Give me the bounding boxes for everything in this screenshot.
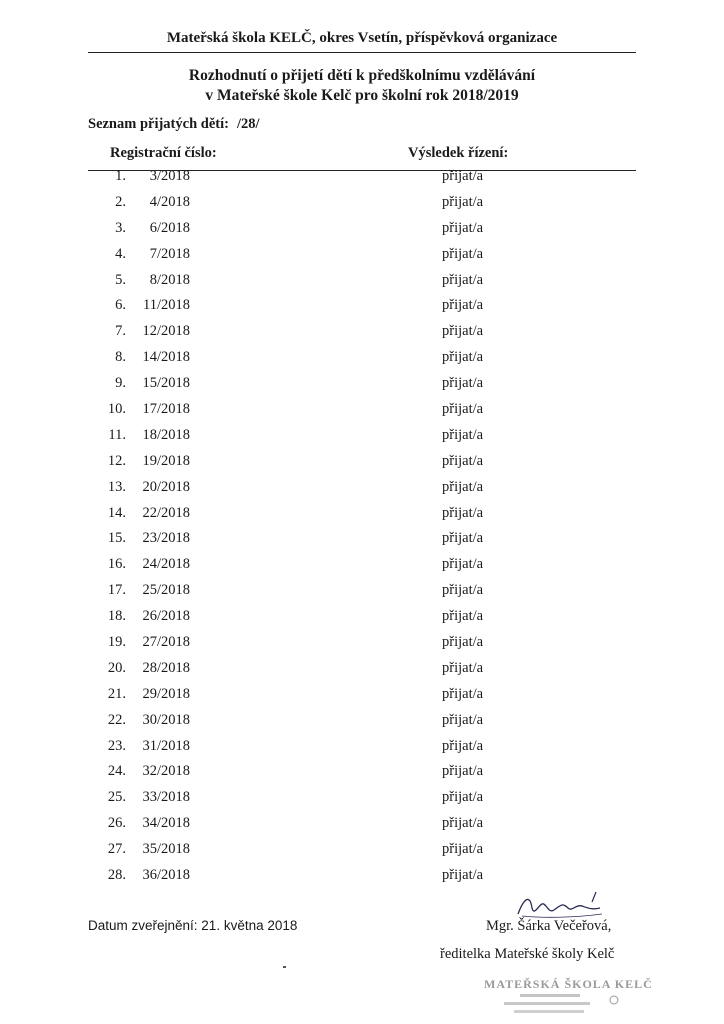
table-row xyxy=(0,606,724,632)
publication-date: Datum zveřejnění: 21. května 2018 xyxy=(88,918,298,933)
list-label-text: Seznam přijatých dětí: xyxy=(88,116,229,132)
registration-number: 18/2018 xyxy=(142,426,190,443)
table-row xyxy=(0,399,724,425)
admission-result: přijat/a xyxy=(442,737,484,754)
table-row xyxy=(0,477,724,503)
registration-number: 11/2018 xyxy=(143,297,190,314)
table-row xyxy=(0,270,724,296)
admission-result: přijat/a xyxy=(442,815,484,832)
signer-role: ředitelka Mateřské školy Kelč xyxy=(440,946,615,962)
admission-result: přijat/a xyxy=(442,711,484,728)
admission-result: přijat/a xyxy=(442,219,484,236)
row-number: 12. xyxy=(107,452,126,469)
table-row xyxy=(0,761,724,787)
admission-result: přijat/a xyxy=(442,789,484,806)
registration-number: 24/2018 xyxy=(142,556,190,573)
header-divider xyxy=(88,52,636,53)
admission-result: přijat/a xyxy=(442,608,484,625)
registration-number: 22/2018 xyxy=(142,504,190,521)
admission-result: přijat/a xyxy=(442,168,484,184)
row-number: 13. xyxy=(107,478,126,495)
organization-header: Mateřská škola KELČ, okres Vsetín, příspěvková organizace xyxy=(166,30,558,46)
table-row xyxy=(0,321,724,347)
row-number: 24. xyxy=(107,763,126,780)
row-number: 25. xyxy=(107,789,126,806)
row-number: 15. xyxy=(107,530,126,547)
document-title xyxy=(88,66,636,106)
row-number: 23. xyxy=(107,737,126,754)
row-number: 20. xyxy=(107,659,126,676)
row-number: 10. xyxy=(107,401,126,418)
admission-result: přijat/a xyxy=(442,478,484,495)
admission-result: přijat/a xyxy=(442,426,484,443)
admission-result: přijat/a xyxy=(442,245,484,262)
row-number: 2. xyxy=(115,193,126,210)
row-number: 27. xyxy=(107,841,126,858)
table-row xyxy=(0,839,724,865)
table-row xyxy=(0,684,724,710)
table-row xyxy=(0,813,724,839)
table-row xyxy=(0,736,724,762)
admission-result: přijat/a xyxy=(442,556,484,573)
registration-number: 12/2018 xyxy=(142,323,190,340)
registration-number: 31/2018 xyxy=(142,737,190,754)
admission-result: přijat/a xyxy=(442,685,484,702)
row-number: 14. xyxy=(107,504,126,521)
table-row xyxy=(0,554,724,580)
admitted-count: /28/ xyxy=(236,116,260,132)
table-row xyxy=(0,425,724,451)
row-number: 1. xyxy=(115,168,126,184)
registration-number: 20/2018 xyxy=(142,478,190,495)
admission-result: přijat/a xyxy=(442,349,484,366)
title-line-1: Rozhodnutí o přijetí dětí k předškolnímu vzdělávání xyxy=(188,67,536,84)
registration-number: 7/2018 xyxy=(149,245,190,262)
admission-result: přijat/a xyxy=(442,634,484,651)
admission-result: přijat/a xyxy=(442,530,484,547)
table-row xyxy=(0,295,724,321)
row-number: 19. xyxy=(107,634,126,651)
table-row xyxy=(0,710,724,736)
registration-number: 6/2018 xyxy=(149,219,190,236)
row-number: 16. xyxy=(107,556,126,573)
table-row xyxy=(0,865,724,891)
registration-number: 3/2018 xyxy=(149,168,190,184)
admission-result: přijat/a xyxy=(442,504,484,521)
table-row xyxy=(0,373,724,399)
admission-result: přijat/a xyxy=(442,841,484,858)
registration-number: 34/2018 xyxy=(142,815,190,832)
registration-number: 17/2018 xyxy=(142,401,190,418)
row-number: 5. xyxy=(115,271,126,288)
row-number: 9. xyxy=(115,375,126,392)
table-row xyxy=(0,166,724,192)
table-row xyxy=(0,580,724,606)
column-header-registration: Registrační číslo: xyxy=(110,145,217,161)
column-header-result: Výsledek řízení: xyxy=(408,145,509,161)
registration-number: 29/2018 xyxy=(142,685,190,702)
title-line-2: v Mateřské škole Kelč pro školní rok 2018/2019 xyxy=(205,87,519,104)
admission-result: přijat/a xyxy=(442,271,484,288)
registration-number: 27/2018 xyxy=(142,634,190,651)
registration-number: 4/2018 xyxy=(149,193,190,210)
admission-result: přijat/a xyxy=(442,582,484,599)
row-number: 26. xyxy=(107,815,126,832)
table-row xyxy=(0,451,724,477)
signer-name: Mgr. Šárka Večeřová, xyxy=(486,918,612,934)
row-number: 17. xyxy=(107,582,126,599)
admission-result: přijat/a xyxy=(442,323,484,340)
admission-result: přijat/a xyxy=(442,401,484,418)
admission-result: přijat/a xyxy=(442,452,484,469)
school-stamp xyxy=(470,968,653,1022)
svg-text:MATEŘSKÁ ŠKOLA KELČ: MATEŘSKÁ ŠKOLA KELČ xyxy=(484,977,653,991)
registration-number: 26/2018 xyxy=(142,608,190,625)
admission-result: přijat/a xyxy=(442,659,484,676)
row-number: 22. xyxy=(107,711,126,728)
row-number: 6. xyxy=(115,297,126,314)
row-number: 7. xyxy=(115,323,126,340)
admission-table xyxy=(0,166,724,891)
table-row xyxy=(0,347,724,373)
registration-number: 28/2018 xyxy=(142,659,190,676)
table-row xyxy=(0,528,724,554)
registration-number: 23/2018 xyxy=(142,530,190,547)
table-row xyxy=(0,503,724,529)
table-row xyxy=(0,192,724,218)
registration-number: 33/2018 xyxy=(142,789,190,806)
row-number: 11. xyxy=(108,426,126,443)
admitted-list-label xyxy=(88,116,260,133)
registration-number: 32/2018 xyxy=(142,763,190,780)
row-number: 4. xyxy=(115,245,126,262)
admission-result: přijat/a xyxy=(442,297,484,314)
signature-image xyxy=(512,888,608,922)
table-row xyxy=(0,787,724,813)
row-number: 8. xyxy=(115,349,126,366)
registration-number: 35/2018 xyxy=(142,841,190,858)
table-row xyxy=(0,632,724,658)
admission-result: přijat/a xyxy=(442,193,484,210)
row-number: 3. xyxy=(115,219,126,236)
registration-number: 36/2018 xyxy=(142,867,190,884)
registration-number: 30/2018 xyxy=(142,711,190,728)
row-number: 21. xyxy=(107,685,126,702)
table-row xyxy=(0,244,724,270)
scan-speck xyxy=(283,966,286,968)
admission-result: přijat/a xyxy=(442,375,484,392)
registration-number: 15/2018 xyxy=(142,375,190,392)
row-number: 18. xyxy=(107,608,126,625)
row-number: 28. xyxy=(107,867,126,884)
admission-result: přijat/a xyxy=(442,763,484,780)
registration-number: 25/2018 xyxy=(142,582,190,599)
registration-number: 8/2018 xyxy=(149,271,190,288)
registration-number: 14/2018 xyxy=(142,349,190,366)
registration-number: 19/2018 xyxy=(142,452,190,469)
table-row xyxy=(0,658,724,684)
table-row xyxy=(0,218,724,244)
admission-result: přijat/a xyxy=(442,867,484,884)
